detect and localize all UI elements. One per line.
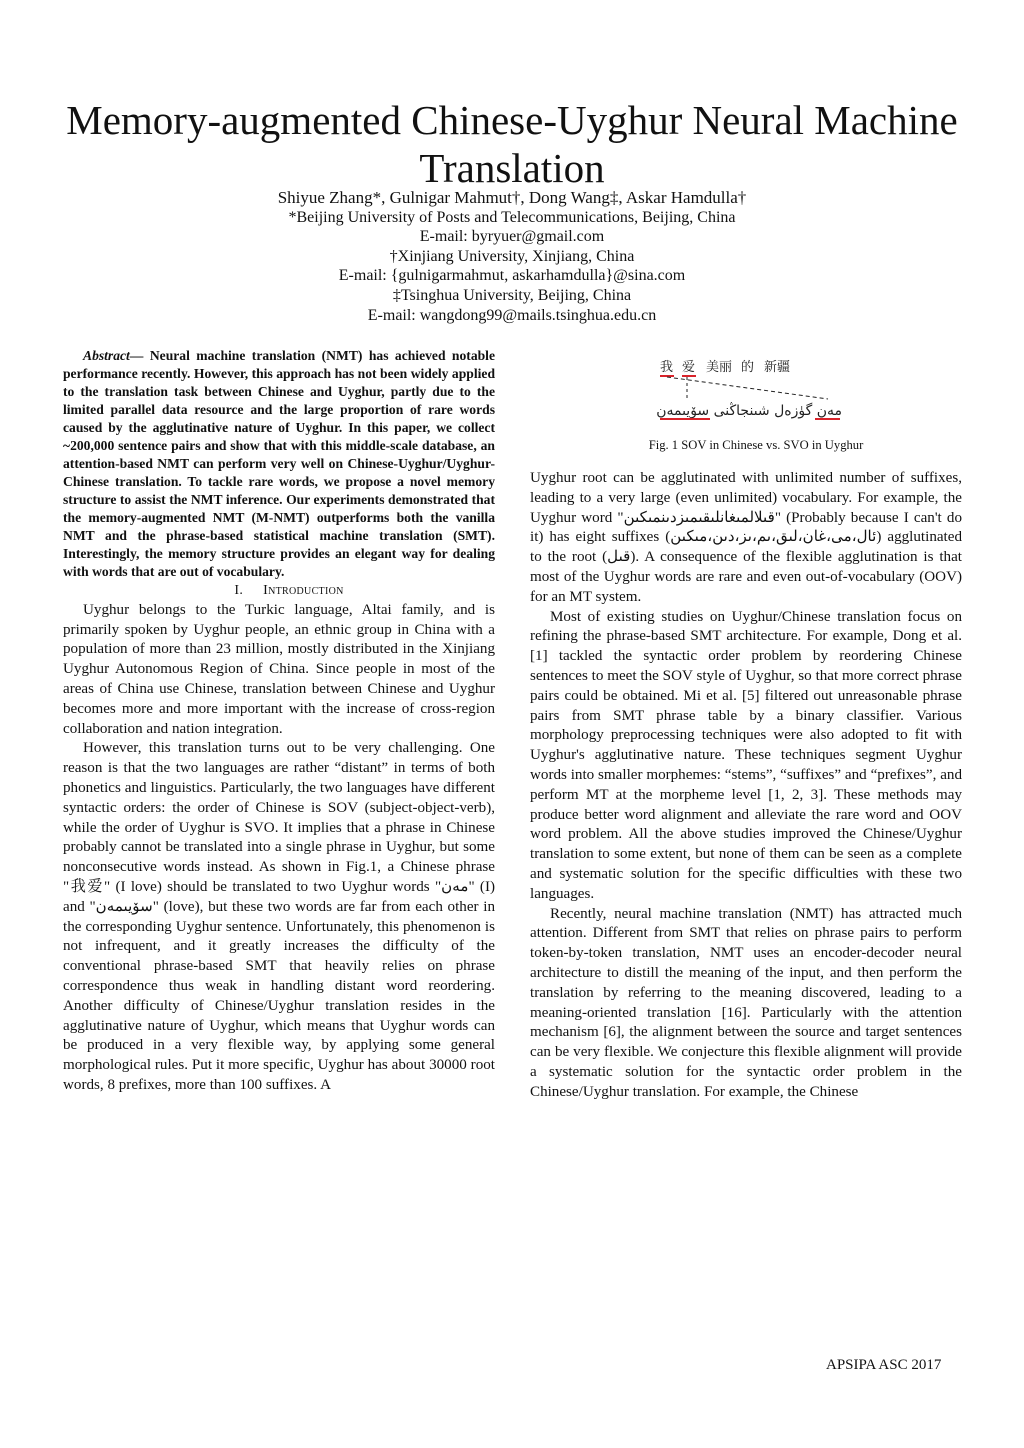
link-i: [667, 377, 828, 399]
right-column: [530, 349, 962, 1103]
zh-word: 美丽: [706, 360, 733, 375]
left-column: [63, 347, 495, 1096]
zh-word: 新疆: [764, 360, 791, 375]
paragraph: Uyghur belongs to the Turkic language, Altai family, and is primarily spoken by Uyghur people, an ethnic group in China with a population of more than 23 million, mostly distributed in the Xinjiang Uyghur Autonomous Region of China. Since people in most of the areas of China use Chinese, translation between Chinese and Uyghur becomes more and more important with the increase of cross-region collaboration and nation integration.: [63, 601, 495, 737]
paragraph: Uyghur root can be agglutinated with unlimited number of suffixes, leading to a very large (even unlimited) vocabulary. For example, the Uyghur word "قىلالمىغانلىقىمىزدىنمىكىن" (Probably because I can't do it) has eight suffixes (ئال،مى،غان،لىق،ىم،ىز،دىن،مىكىن) agglutinated to the root (قىل). A consequence of the flexible agglutination is that most of the Uyghur words are rare and even out-of-vocabulary (OOV) for an MT system.: [530, 470, 962, 605]
email-3: E-mail: wangdong99@mails.tsinghua.edu.cn: [367, 306, 657, 324]
paper-title: Memory-augmented Chinese-Uyghur Neural Machine Translation: [66, 97, 958, 191]
abstract-text: Neural machine translation (NMT) has achieved notable performance recently. However, this approach has not been widely applied to the translation task between Chinese and Uyghur, partly due to the limited parallel data resource and the large proportion of rare words caused by the agglutinative nature of Uyghur. In this paper, we collect ~200,000 sentence pairs and show that with this middle-scale database, an attention-based NMT can perform very well on Chinese-Uyghur/Uyghur-Chinese translation. To tackle rare words, we propose a novel memory structure to assist the NMT inference. Our experiments demonstrated that the memory-augmented NMT (M-NMT) outperforms both the vanilla NMT and the phrase-based statistical machine translation (SMT). Interestingly, the memory structure provides an elegant way for dealing with words that are out of vocabulary.: [63, 348, 495, 579]
affiliation-1: *Beijing University of Posts and Telecommunications, Beijing, China: [288, 208, 736, 226]
section-number: I.: [234, 583, 244, 598]
author-block: [100, 188, 924, 325]
paragraph: Recently, neural machine translation (NMT) has attracted much attention. Different from SMT that relies on phrase pairs to perform token-by-token translation, NMT uses an encoder-decoder neural architecture to distill the meaning of the input, and then perform the translation by referring to the meaning discovered, leading to a meaning-oriented translation [16]. Particularly with the attention mechanism [6], the alignment between the source and target sentences can be very flexible. We conjecture this flexible alignment will provide a systematic solution for the syntactic order problem in the Chinese/Uyghur translation. For example, the Chinese: [530, 905, 962, 1100]
zh-word: 的: [741, 360, 755, 375]
email-1: E-mail: byryuer@gmail.com: [419, 228, 605, 246]
email-2: E-mail: {gulnigarmahmut, askarhamdulla}@sina.com: [338, 267, 686, 285]
paragraph: However, this translation turns out to be very challenging. One reason is that the two languages are rather “distant” in terms of both phonetics and linguistics. Particularly, the two languages have different syntactic orders: the order of Chinese is SOV (subject-object-verb), while the order of Uyghur is SVO. It implies that a phrase in Chinese probably cannot be translated into a single phrase in Uyghur, but some nonconsecutive words instead. As shown in Fig.1, a Chinese phrase "我爱" (I love) should be translated to two Uyghur words "مەن" (I) and "سۆيىمەن" (love), but these two words are far from each other in the corresponding Uyghur sentence. Unfortunately, this phenomenon is not infrequent, and it greatly increases the difficulty of the conventional phrase-based SMT that heavily relies on phrase correspondence thus weak in handling distant word reordering. Another difficulty of Chinese/Uyghur translation resides in the agglutinative nature of Uyghur, which means that Uyghur words can be produced in a very flexible way, by applying some general morphological rules. Put it more specific, Uyghur has about 30000 root words, 8 prefixes, more than 100 suffixes. A: [63, 740, 495, 1093]
zh-word: 我: [660, 360, 674, 375]
paragraph: Most of existing studies on Uyghur/Chinese translation focus on refining the phrase-based SMT architecture. For example, Dong et al. [1] tackled the syntactic order problem by reordering Chinese sentences to meet the SOV style of Uyghur, so that more correct phrase pairs could be obtained. Mi et al. [5] filtered out unreasonable phrase pairs from SMT phrase table by a binary classifier. Various morphology preprocessing techniques were also adopted to fit with Uyghur's agglutinative nature. These techniques segment Uyghur words into smaller morphemes: “stems”, “suffixes” and “prefixes”, and perform MT at the morpheme level [1, 2, 3]. These methods may produce better word alignment and alleviate the rare word and OOV word problem. All the above studies improved the Chinese/Uyghur translation to some extent, but none of them can be seen as a complete and systematic solution for the specific difficulties with these two languages.: [530, 608, 962, 902]
figure-caption: Fig. 1 SOV in Chinese vs. SVO in Uyghur: [648, 437, 864, 452]
figure-1: [530, 349, 962, 469]
page-footer: APSIPA ASC 2017: [826, 1357, 942, 1373]
uyghur-sentence: مەن گۈزەل شىنجاڭنى سۆيىمەن: [656, 403, 842, 419]
affiliation-2: †Xinjiang University, Xinjiang, China: [389, 247, 635, 265]
abstract: [63, 347, 495, 581]
alignment-diagram: [530, 349, 962, 429]
author-names: Shiyue Zhang*, Gulnigar Mahmut†, Dong Wang‡, Askar Hamdulla†: [277, 188, 747, 207]
abstract-label: Abstract—: [83, 348, 144, 363]
zh-word: 爱: [682, 360, 696, 375]
section-heading: [63, 581, 495, 601]
affiliation-3: ‡Tsinghua University, Beijing, China: [392, 286, 632, 304]
section-title: Introduction: [263, 583, 344, 598]
